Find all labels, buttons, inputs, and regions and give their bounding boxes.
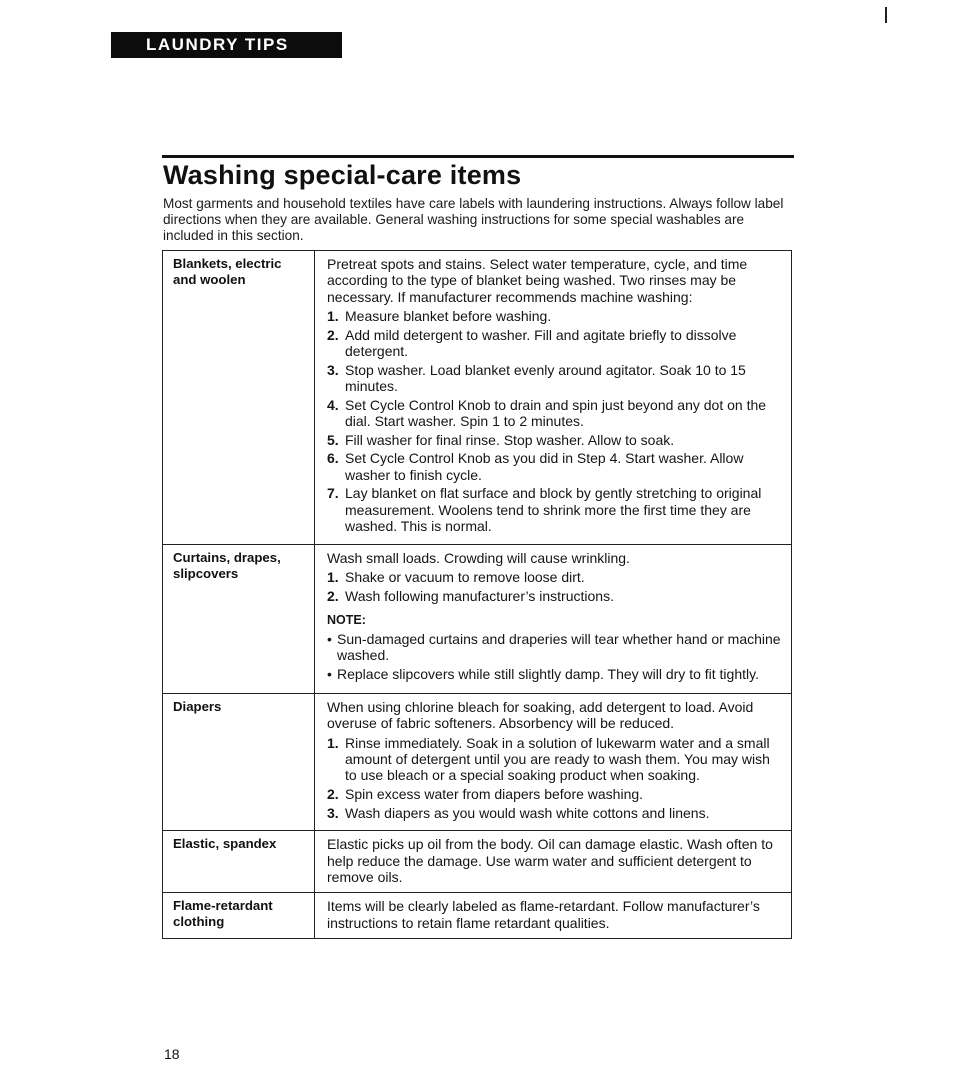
item-instructions [315,544,792,693]
table-row [163,893,792,939]
list-item [327,308,785,324]
list-item [327,327,785,360]
note-item: • Replace slipcovers while still slightly damp. They will dry to fit tightly. [327,666,785,682]
margin-mark [885,7,887,23]
table-row [163,251,792,545]
list-item [327,485,785,534]
item-name: Flame-retardant clothing [163,893,315,939]
table-row [163,544,792,693]
step-text: Set Cycle Control Knob as you did in Step 4. Start washer. Allow washer to finish cycle. [345,450,744,483]
instruction-lead: Elastic picks up oil from the body. Oil can damage elastic. Wash often to help reduce the damage. Use warm water and sufficient detergent to remove oils. [327,836,773,886]
step-number: 2. [327,326,339,343]
item-name: Diapers [163,693,315,830]
list-item [327,397,785,430]
step-text: Spin excess water from diapers before washing. [345,786,644,803]
step-text: Stop washer. Load blanket evenly around agitator. Soak 10 to 15 minutes. [345,361,746,395]
step-number: 3. [327,361,339,378]
step-number: 5. [327,431,339,448]
step-number: 3. [327,804,339,821]
table-row [163,693,792,830]
step-text: Measure blanket before washing. [345,308,552,325]
step-list [327,308,785,534]
step-text: Set Cycle Control Knob to drain and spin just beyond any dot on the dial. Start washer. Spin 1 to 2 minutes. [345,396,767,430]
step-text: Wash following manufacturer’s instructions. [345,587,614,604]
instruction-lead: When using chlorine bleach for soaking, add detergent to load. Avoid overuse of fabric softeners. Absorbency will be reduced. [327,698,754,732]
list-item [327,569,785,585]
step-number: 1. [327,308,339,325]
page-number: 18 [164,1046,180,1062]
table-row [163,831,792,893]
note-item: • Sun-damaged curtains and draperies will tear whether hand or machine washed. [327,631,785,664]
care-instructions-table [162,250,792,939]
list-item [327,450,785,483]
step-text: Fill washer for final rinse. Stop washer. Allow to soak. [345,431,675,448]
note-list [327,631,785,683]
step-list [327,569,785,604]
item-instructions [315,893,792,939]
instruction-lead: Wash small loads. Crowding will cause wrinkling. [327,549,630,566]
step-number: 1. [327,569,339,586]
list-item [327,805,785,821]
step-number: 2. [327,587,339,604]
step-number: 4. [327,396,339,413]
step-text: Add mild detergent to washer. Fill and agitate briefly to dissolve detergent. [345,326,737,360]
item-instructions [315,693,792,830]
item-name: Curtains, drapes, slipcovers [163,544,315,693]
list-item [327,735,785,784]
step-text: Shake or vacuum to remove loose dirt. [345,569,585,586]
item-instructions [315,831,792,893]
step-text: Wash diapers as you would wash white cottons and linens. [345,804,710,821]
step-number: 7. [327,485,339,502]
item-name: Elastic, spandex [163,831,315,893]
list-item [327,362,785,395]
item-name: Blankets, electric and woolen [163,251,315,545]
title-rule [162,155,794,158]
section-label: LAUNDRY TIPS [146,35,289,54]
step-text: Lay blanket on flat surface and block by gently stretching to original measurement. Woolens tend to shrink more the first time they are washed. This is normal. [345,485,762,535]
note-label: NOTE: [327,613,366,628]
section-header-bar [111,32,342,58]
intro-paragraph: Most garments and household textiles have care labels with laundering instructions. Always follow label directions when they are available. General washing instructions for some special washables are included in this section. [163,196,784,243]
step-number: 2. [327,786,339,803]
step-number: 1. [327,734,339,751]
instruction-lead: Items will be clearly labeled as flame-retardant. Follow manufacturer’s instructions to retain flame retardant qualities. [327,898,760,931]
item-instructions [315,251,792,545]
step-list [327,735,785,821]
step-number: 6. [327,450,339,467]
step-text: Rinse immediately. Soak in a solution of lukewarm water and a small amount of detergent until you are ready to wash them. You may wish to use bleach or a special soaking product when soaking. [345,734,770,784]
list-item [327,786,785,802]
list-item [327,588,785,604]
list-item [327,432,785,448]
instruction-lead: Pretreat spots and stains. Select water temperature, cycle, and time according to the type of blanket being washed. Two rinses may be necessary. If manufacturer recommends machine washing: [327,256,748,305]
page-title: Washing special-care items [163,160,522,190]
